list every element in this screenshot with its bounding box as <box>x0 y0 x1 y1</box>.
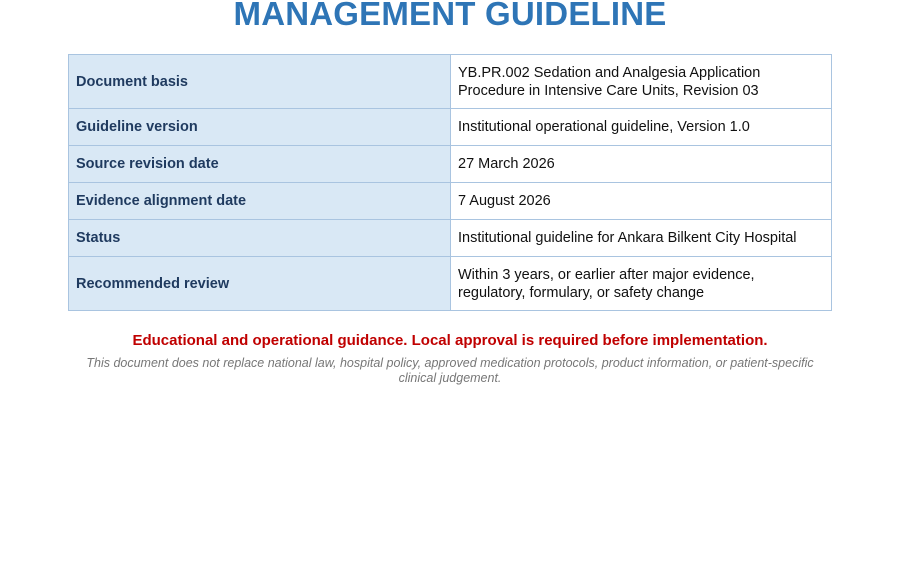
row-label-evidence-alignment-date: Evidence alignment date <box>69 183 451 220</box>
table-row <box>69 109 832 146</box>
table-row <box>69 146 832 183</box>
table-row <box>69 55 832 109</box>
row-value-evidence-alignment-date: 7 August 2026 <box>451 183 832 220</box>
row-label-recommended-review: Recommended review <box>69 257 451 311</box>
document-title: MANAGEMENT GUIDELINE <box>233 0 667 32</box>
row-value-source-revision-date: 27 March 2026 <box>451 146 832 183</box>
document-metadata-table <box>68 54 832 311</box>
disclaimer-text: This document does not replace national law, hospital policy, approved medication protocols, product information, or patient-specific clinical judgement. <box>86 356 814 385</box>
approval-notice: Educational and operational guidance. Local approval is required before implementation. <box>132 332 768 349</box>
row-value-document-basis: YB.PR.002 Sedation and Analgesia Application Procedure in Intensive Care Units, Revision 03 <box>451 55 832 109</box>
table-row <box>69 183 832 220</box>
row-value-guideline-version: Institutional operational guideline, Version 1.0 <box>451 109 832 146</box>
row-label-guideline-version: Guideline version <box>69 109 451 146</box>
row-value-status: Institutional guideline for Ankara Bilkent City Hospital <box>451 220 832 257</box>
table-row <box>69 257 832 311</box>
row-value-recommended-review: Within 3 years, or earlier after major evidence, regulatory, formulary, or safety change <box>451 257 832 311</box>
row-label-document-basis: Document basis <box>69 55 451 109</box>
row-label-status: Status <box>69 220 451 257</box>
table-row <box>69 220 832 257</box>
row-label-source-revision-date: Source revision date <box>69 146 451 183</box>
